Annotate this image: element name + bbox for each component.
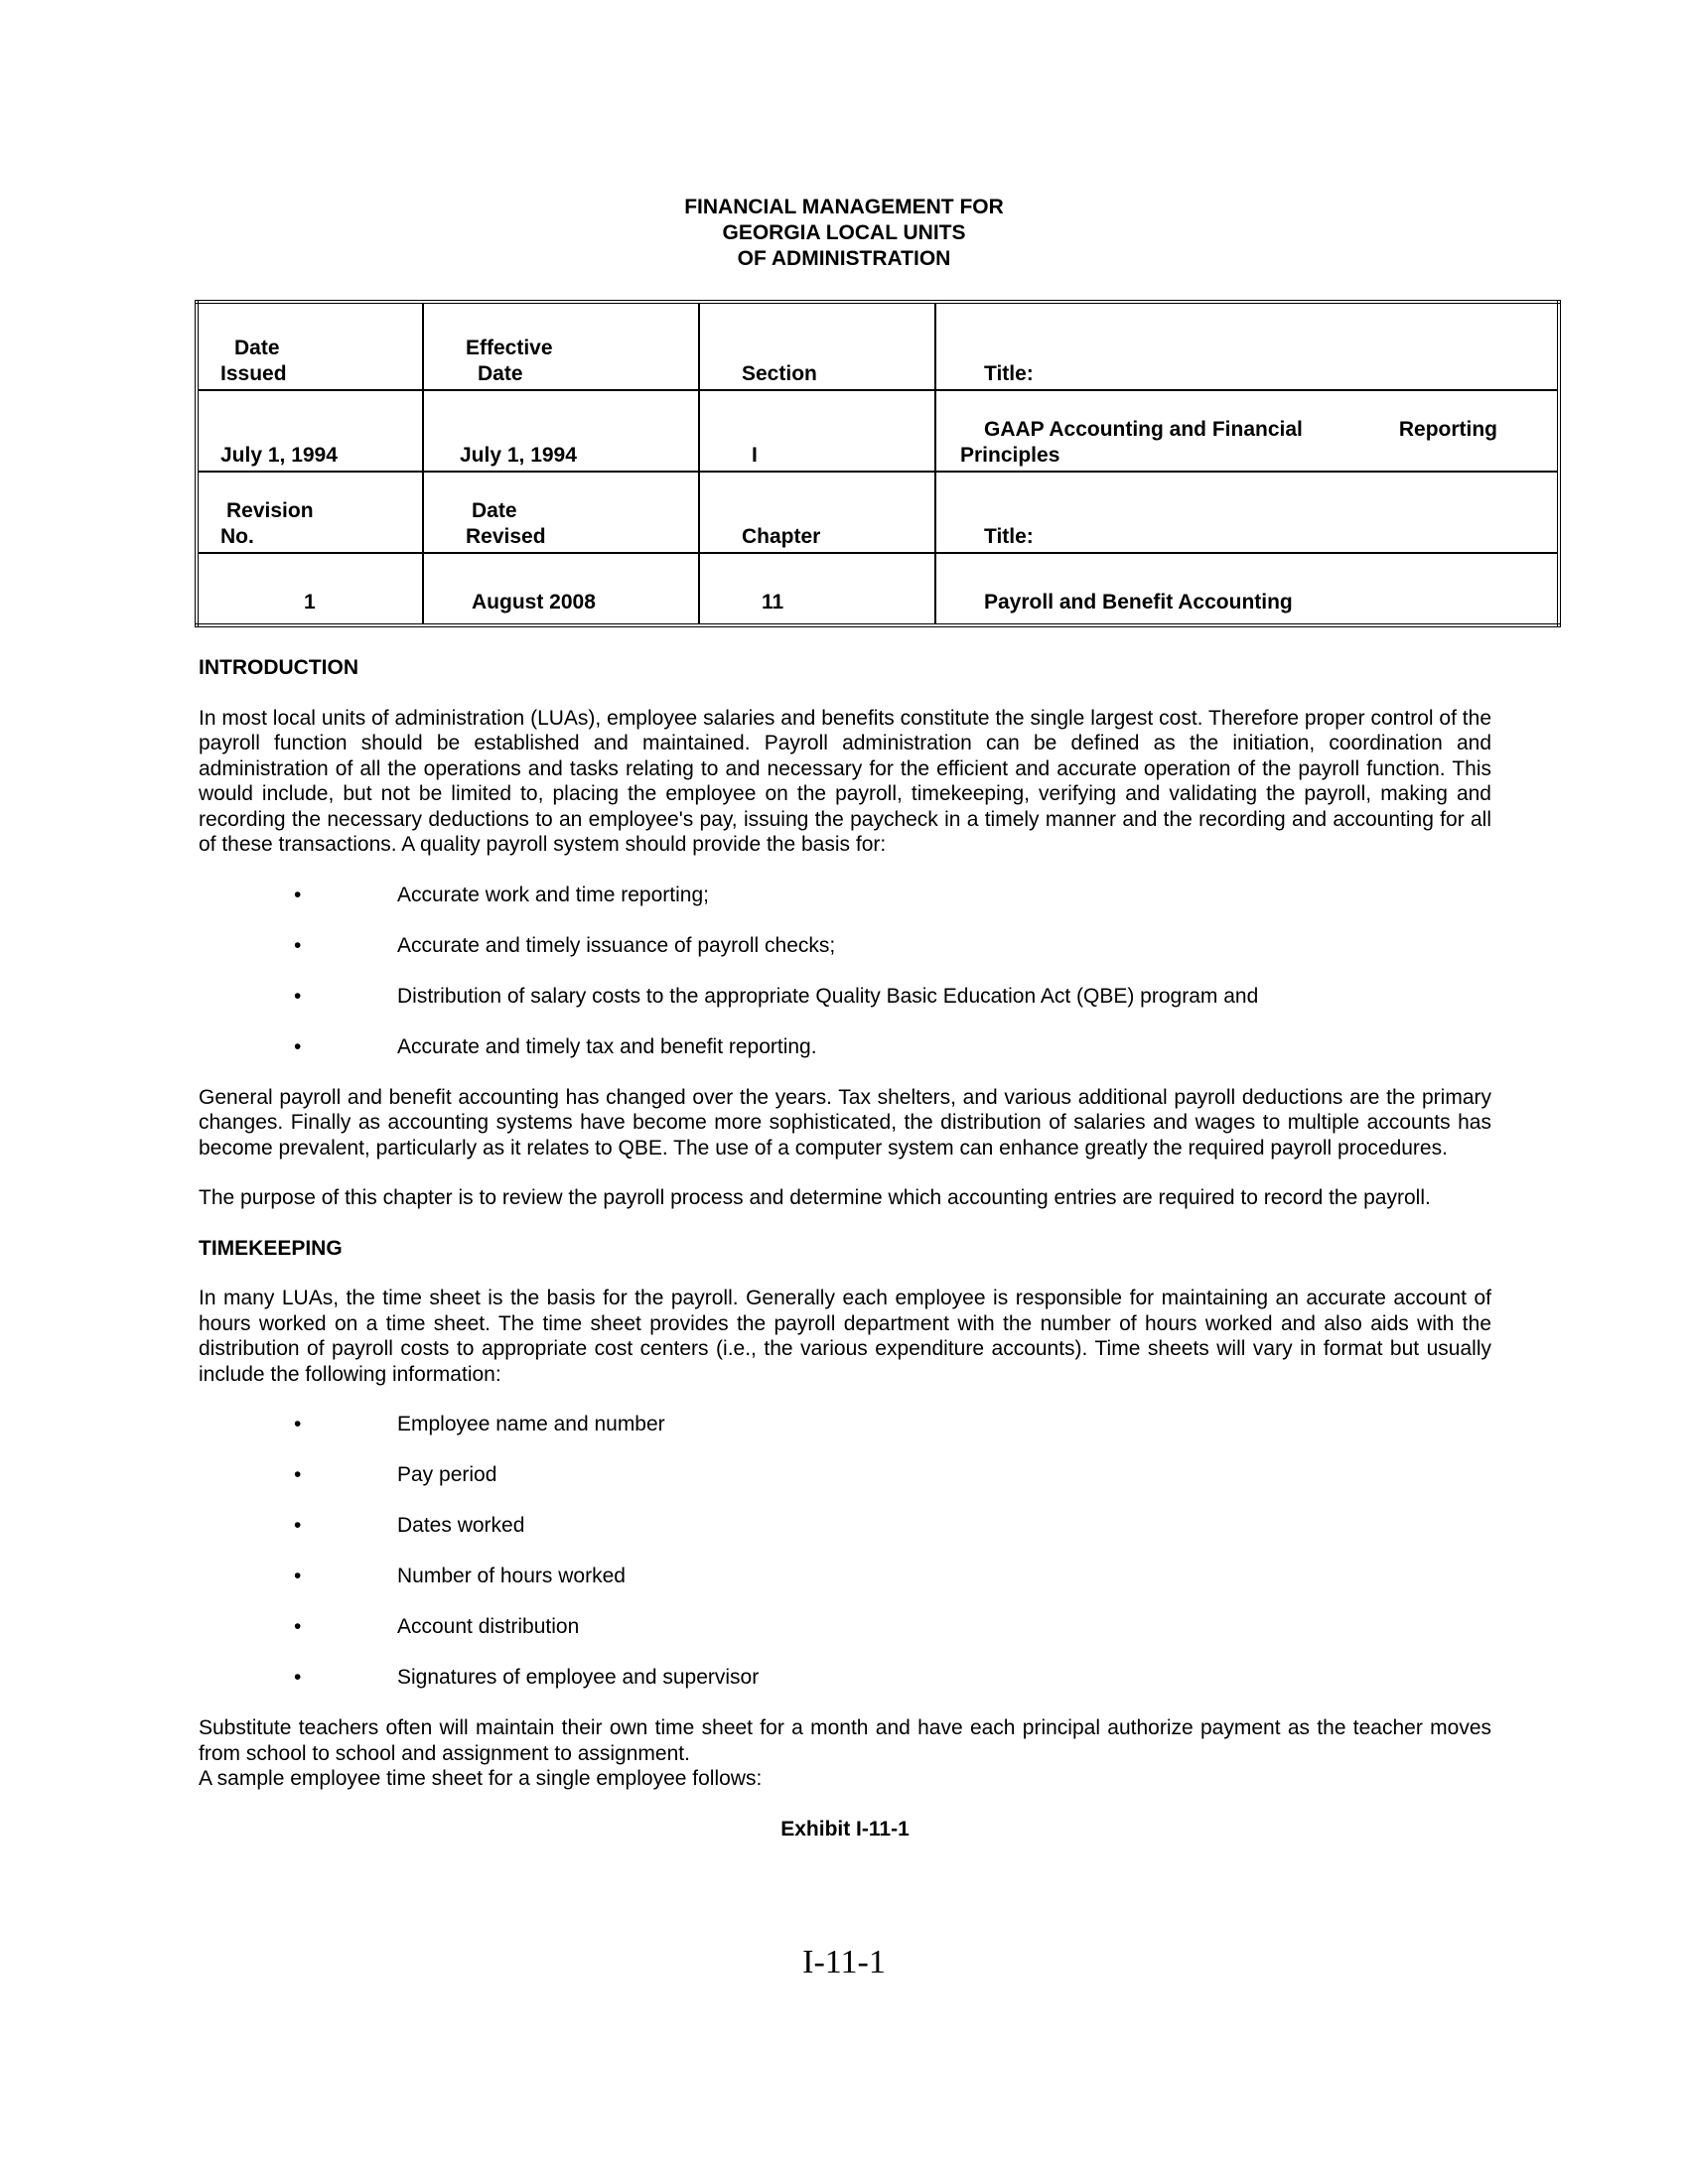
date-issued-label-cell (197, 302, 423, 390)
revision-no-value: 1 (304, 591, 316, 614)
section-title-part-3: Principles (960, 444, 1060, 467)
info-row-values-2 (197, 553, 1559, 625)
chapter-title-value: Payroll and Benefit Accounting (984, 591, 1293, 614)
chapter-label: Chapter (742, 525, 821, 548)
introduction-paragraph-2: General payroll and benefit accounting has changed over the years. Tax shelters, and various additional payroll deductions are the primary changes. Finally as accounting systems have become more sophisticated, the distribution of salaries and wages to multiple accounts has become prevalent, particularly as it relates to QBE. The use of a computer system can enhance greatly the required payroll procedures. (199, 1085, 1491, 1160)
chapter-title-label-cell (935, 472, 1559, 553)
bullet-icon: • (294, 1615, 302, 1638)
chapter-value-cell (699, 553, 935, 625)
list-item-text: Dates worked (397, 1514, 525, 1537)
date-issued-label-line-1: Date (234, 337, 280, 359)
list-item-text: Account distribution (397, 1615, 580, 1638)
info-row-values-1 (197, 390, 1559, 472)
timekeeping-paragraph-3: A sample employee time sheet for a single employee follows: (199, 1767, 763, 1790)
bullet-icon: • (294, 1463, 302, 1486)
timekeeping-paragraph-1: In many LUAs, the time sheet is the basis for the payroll. Generally each employee is responsible for maintaining an accurate account of hours worked on a time sheet. The time sheet provides the payroll department with the number of hours worked and also aids with the distribution of payroll costs to appropriate cost centers (i.e., the various expenditure accounts). Time sheets will vary in format but usually include the following information: (199, 1287, 1491, 1386)
list-item (199, 1412, 1491, 1437)
list-item-text: Signatures of employee and supervisor (397, 1666, 760, 1689)
info-row-labels-2 (197, 472, 1559, 553)
section-title-line-1 (936, 417, 1557, 443)
list-item-text: Pay period (397, 1463, 497, 1486)
date-issued-value: July 1, 1994 (220, 444, 338, 467)
document-info-table (195, 300, 1561, 627)
bullet-icon: • (294, 984, 302, 1008)
introduction-paragraph-3: The purpose of this chapter is to review the payroll process and determine which accounting entries are required to record the payroll. (199, 1186, 1431, 1209)
bullet-icon: • (294, 1413, 302, 1435)
section-value-cell (699, 390, 935, 472)
timekeeping-bullet-list (199, 1412, 1491, 1691)
list-item-text: Accurate work and time reporting; (397, 883, 709, 906)
section-label-cell (699, 302, 935, 390)
chapter-value: 11 (762, 591, 784, 614)
info-row-labels-1 (197, 302, 1559, 390)
section-value: I (752, 444, 758, 467)
list-item-text: Accurate and timely tax and benefit reporting. (397, 1034, 817, 1058)
revision-label-cell (197, 472, 423, 553)
date-issued-cell (197, 390, 423, 472)
revision-no-cell (197, 553, 423, 625)
date-revised-label-line-1: Date (472, 499, 517, 522)
title-label-cell (935, 302, 1559, 390)
timekeeping-paragraph-2: Substitute teachers often will maintain their own time sheet for a month and have each principal authorize payment as the teacher moves from school to school and assignment to assignment. (199, 1716, 1491, 1765)
document-title (0, 195, 1688, 272)
revision-label-line-1: Revision (226, 499, 314, 522)
title-line-3: OF ADMINISTRATION (737, 247, 951, 270)
list-item (199, 1614, 1491, 1640)
effective-date-value: July 1, 1994 (460, 444, 577, 467)
list-item-text: Accurate and timely issuance of payroll checks; (397, 933, 836, 957)
effective-label-line-2: Date (478, 362, 523, 385)
list-item (199, 883, 1491, 908)
date-issued-label-line-2: Issued (220, 362, 287, 385)
date-revised-cell (423, 553, 699, 625)
section-title-part-1: GAAP Accounting and Financial (984, 418, 1303, 441)
list-item (199, 1513, 1491, 1539)
bullet-icon: • (294, 1034, 302, 1058)
timekeeping-heading: TIMEKEEPING (199, 1236, 343, 1260)
list-item-text: Employee name and number (397, 1413, 665, 1435)
list-item (199, 1034, 1491, 1060)
effective-label-cell (423, 302, 699, 390)
list-item (199, 1462, 1491, 1488)
list-item (199, 1564, 1491, 1589)
section-title-part-2: Reporting (1398, 418, 1497, 441)
title-line-1: FINANCIAL MANAGEMENT FOR (684, 196, 1004, 218)
page-number: I-11-1 (802, 1944, 886, 1980)
section-title-cell (935, 390, 1559, 472)
title-line-2: GEORGIA LOCAL UNITS (722, 221, 966, 244)
introduction-heading: INTRODUCTION (199, 656, 358, 679)
introduction-bullet-list (199, 883, 1491, 1060)
effective-date-cell (423, 390, 699, 472)
introduction-paragraph-1: In most local units of administration (LUAs), employee salaries and benefits constitute the single largest cost. Therefore proper control of the payroll function should be established and maintained. Payroll administration can be defined as the initiation, coordination and administration of all the operations and tasks relating to and necessary for the efficient and accurate operation of the payroll function. This would include, but not be limited to, placing the employee on the payroll, timekeeping, verifying and validating the payroll, making and recording the necessary deductions to an employee's pay, issuing the paycheck in a timely manner and the recording and accounting for all of these transactions. A quality payroll system should provide the basis for: (199, 706, 1491, 856)
effective-label-line-1: Effective (466, 337, 553, 359)
bullet-icon: • (294, 1565, 302, 1587)
bullet-icon: • (294, 883, 302, 906)
list-item-text: Distribution of salary costs to the appropriate Quality Basic Education Act (QBE) program and (397, 984, 1259, 1008)
chapter-title-label: Title: (984, 525, 1034, 548)
revision-label-line-2: No. (220, 525, 254, 548)
bullet-icon: • (294, 1666, 302, 1689)
date-revised-value: August 2008 (472, 591, 596, 614)
section-label: Section (742, 362, 817, 385)
chapter-title-cell (935, 553, 1559, 625)
list-item (199, 984, 1491, 1010)
bullet-icon: • (294, 1514, 302, 1537)
bullet-icon: • (294, 933, 302, 957)
chapter-label-cell (699, 472, 935, 553)
date-revised-label-line-2: Revised (466, 525, 546, 548)
document-body (199, 655, 1491, 1842)
exhibit-label: Exhibit I-11-1 (780, 1817, 910, 1841)
list-item (199, 1665, 1491, 1691)
date-revised-label-cell (423, 472, 699, 553)
list-item-text: Number of hours worked (397, 1565, 626, 1587)
list-item (199, 933, 1491, 959)
title-label: Title: (984, 362, 1034, 385)
